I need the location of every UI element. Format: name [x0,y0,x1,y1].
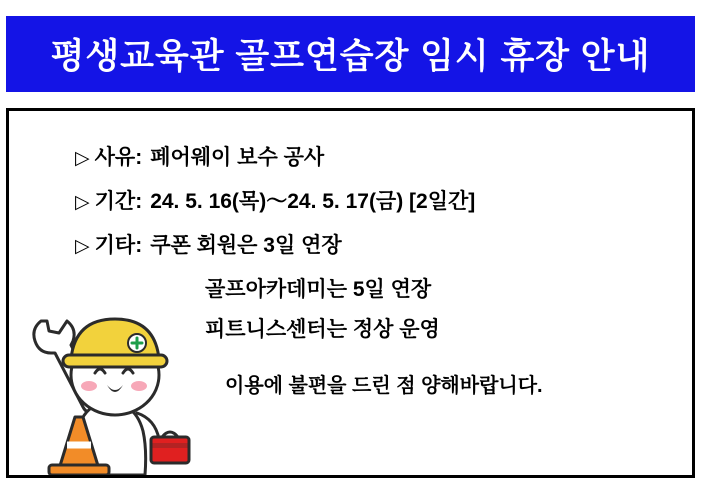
notice-extra-line-2: 피트니스센터는 정상 운영 [205,318,440,341]
notice-closing-text: 이용에 불편을 드린 점 양해바랍니다. [225,375,543,397]
notice-extra-line-1: 골프아카데미는 5일 연장 [205,278,432,301]
row-value-period: 24. 5. 16(목)〜24. 5. 17(금) [2일간] [150,190,476,213]
row-label-period: 기간: [94,190,143,213]
triangle-bullet-icon: ▷ [75,148,90,169]
row-value-etc: 쿠폰 회원은 3일 연장 [150,234,342,257]
triangle-bullet-icon: ▷ [75,236,90,257]
row-value-reason: 페어웨이 보수 공사 [150,146,325,169]
title-banner [6,16,695,92]
construction-worker-mascot-icon [19,255,229,475]
page-title: 평생교육관 골프연습장 임시 휴장 안내 [50,37,651,76]
notice-row-reason [75,141,685,171]
triangle-bullet-icon: ▷ [75,192,90,213]
notice-body [6,108,695,478]
row-label-reason: 사유: [94,146,143,169]
notice-row-period [75,185,685,215]
row-label-etc: 기타: [94,234,143,257]
